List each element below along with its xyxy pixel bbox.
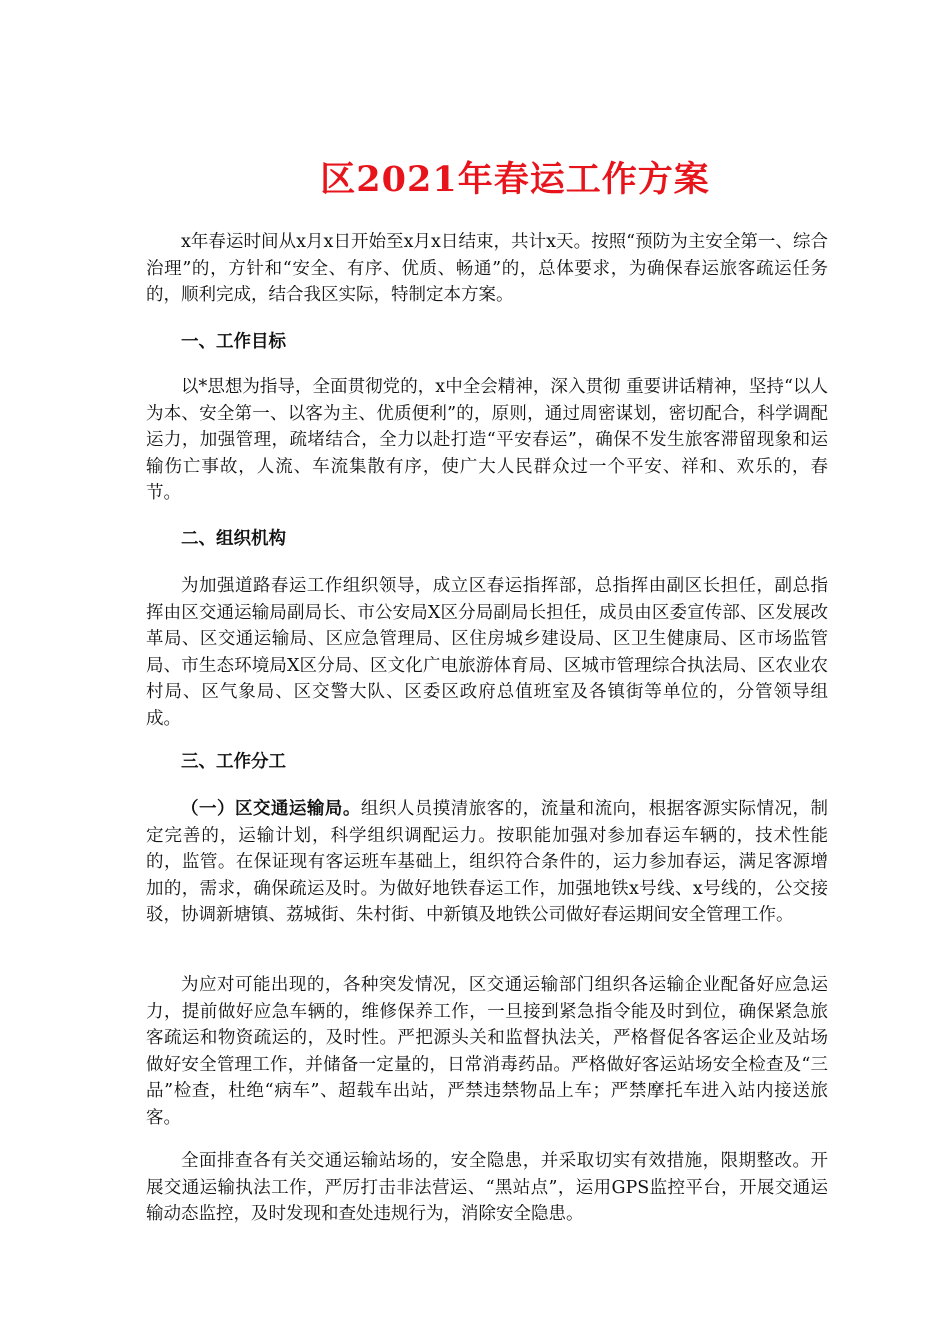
division-transport-lead: （一）区交通运输局。 <box>181 799 361 819</box>
section-heading-division: 三、工作分工 <box>181 752 286 772</box>
inspection-paragraph: 全面排查各有关交通运输站场的，安全隐患，并采取切实有效措施，限期整改。开展交通运输执法工作，严厉打击非法营运、“黑站点”，运用GPS监控平台，开展交通运输动态监控，及时发现和查处违规行为，消除安全隐患。 <box>146 1151 828 1225</box>
division-transport-paragraph <box>146 796 828 929</box>
section-heading-organization: 二、组织机构 <box>181 529 286 549</box>
document-title: 区2021年春运工作方案 <box>320 159 710 200</box>
intro-paragraph: x年春运时间从x月x日开始至x月x日结束，共计x天。按照“预防为主安全第一、综合治理”的，方针和“安全、有序、优质、畅通”的，总体要求，为确保春运旅客疏运任务的，顺利完成，结合我区实际，特制定本方案。 <box>146 232 828 306</box>
section-heading-goals: 一、工作目标 <box>181 332 286 352</box>
goals-paragraph: 以*思想为指导，全面贯彻党的，x中全会精神，深入贯彻 重要讲话精神，坚持“以人为本、安全第一、以客为主、优质便利”的，原则，通过周密谋划，密切配合，科学调配运力，加强管理，疏堵结合，全力以赴打造“平安春运”，确保不发生旅客滞留现象和运输伤亡事故，人流、车流集散有序，使广大人民群众过一个平安、祥和、欢乐的，春节。 <box>146 377 828 504</box>
organization-paragraph: 为加强道路春运工作组织领导，成立区春运指挥部，总指挥由副区长担任，副总指挥由区交通运输局副局长、市公安局X区分局副局长担任，成员由区委宣传部、区发展改革局、区交通运输局、区应急管理局、区住房城乡建设局、区卫生健康局、区市场监管局、市生态环境局X区分局、区文化广电旅游体育局、区城市管理综合执法局、区农业农村局、区气象局、区交警大队、区委区政府总值班室及各镇街等单位的，分管领导组成。 <box>146 576 828 729</box>
emergency-paragraph: 为应对可能出现的，各种突发情况，区交通运输部门组织各运输企业配备好应急运力，提前做好应急车辆的，维修保养工作，一旦接到紧急指令能及时到位，确保紧急旅客疏运和物资疏运的，及时性。严把源头关和监督执法关，严格督促各客运企业及站场做好安全管理工作，并储备一定量的，日常消毒药品。严格做好客运站场安全检查及“三品”检查，杜绝“病车”、超载车出站，严禁违禁物品上车；严禁摩托车进入站内接送旅客。 <box>146 975 828 1128</box>
division-transport-text: 组织人员摸清旅客的，流量和流向，根据客源实际情况，制定完善的，运输计划，科学组织调配运力。按职能加强对参加春运车辆的，技术性能的，监管。在保证现有客运班车基础上，组织符合条件的，运力参加春运，满足客源增加的，需求，确保疏运及时。为做好地铁春运工作，加强地铁x号线、x号线的，公交接驳，协调新塘镇、荔城街、朱村街、中新镇及地铁公司做好春运期间安全管理工作。 <box>146 799 829 926</box>
